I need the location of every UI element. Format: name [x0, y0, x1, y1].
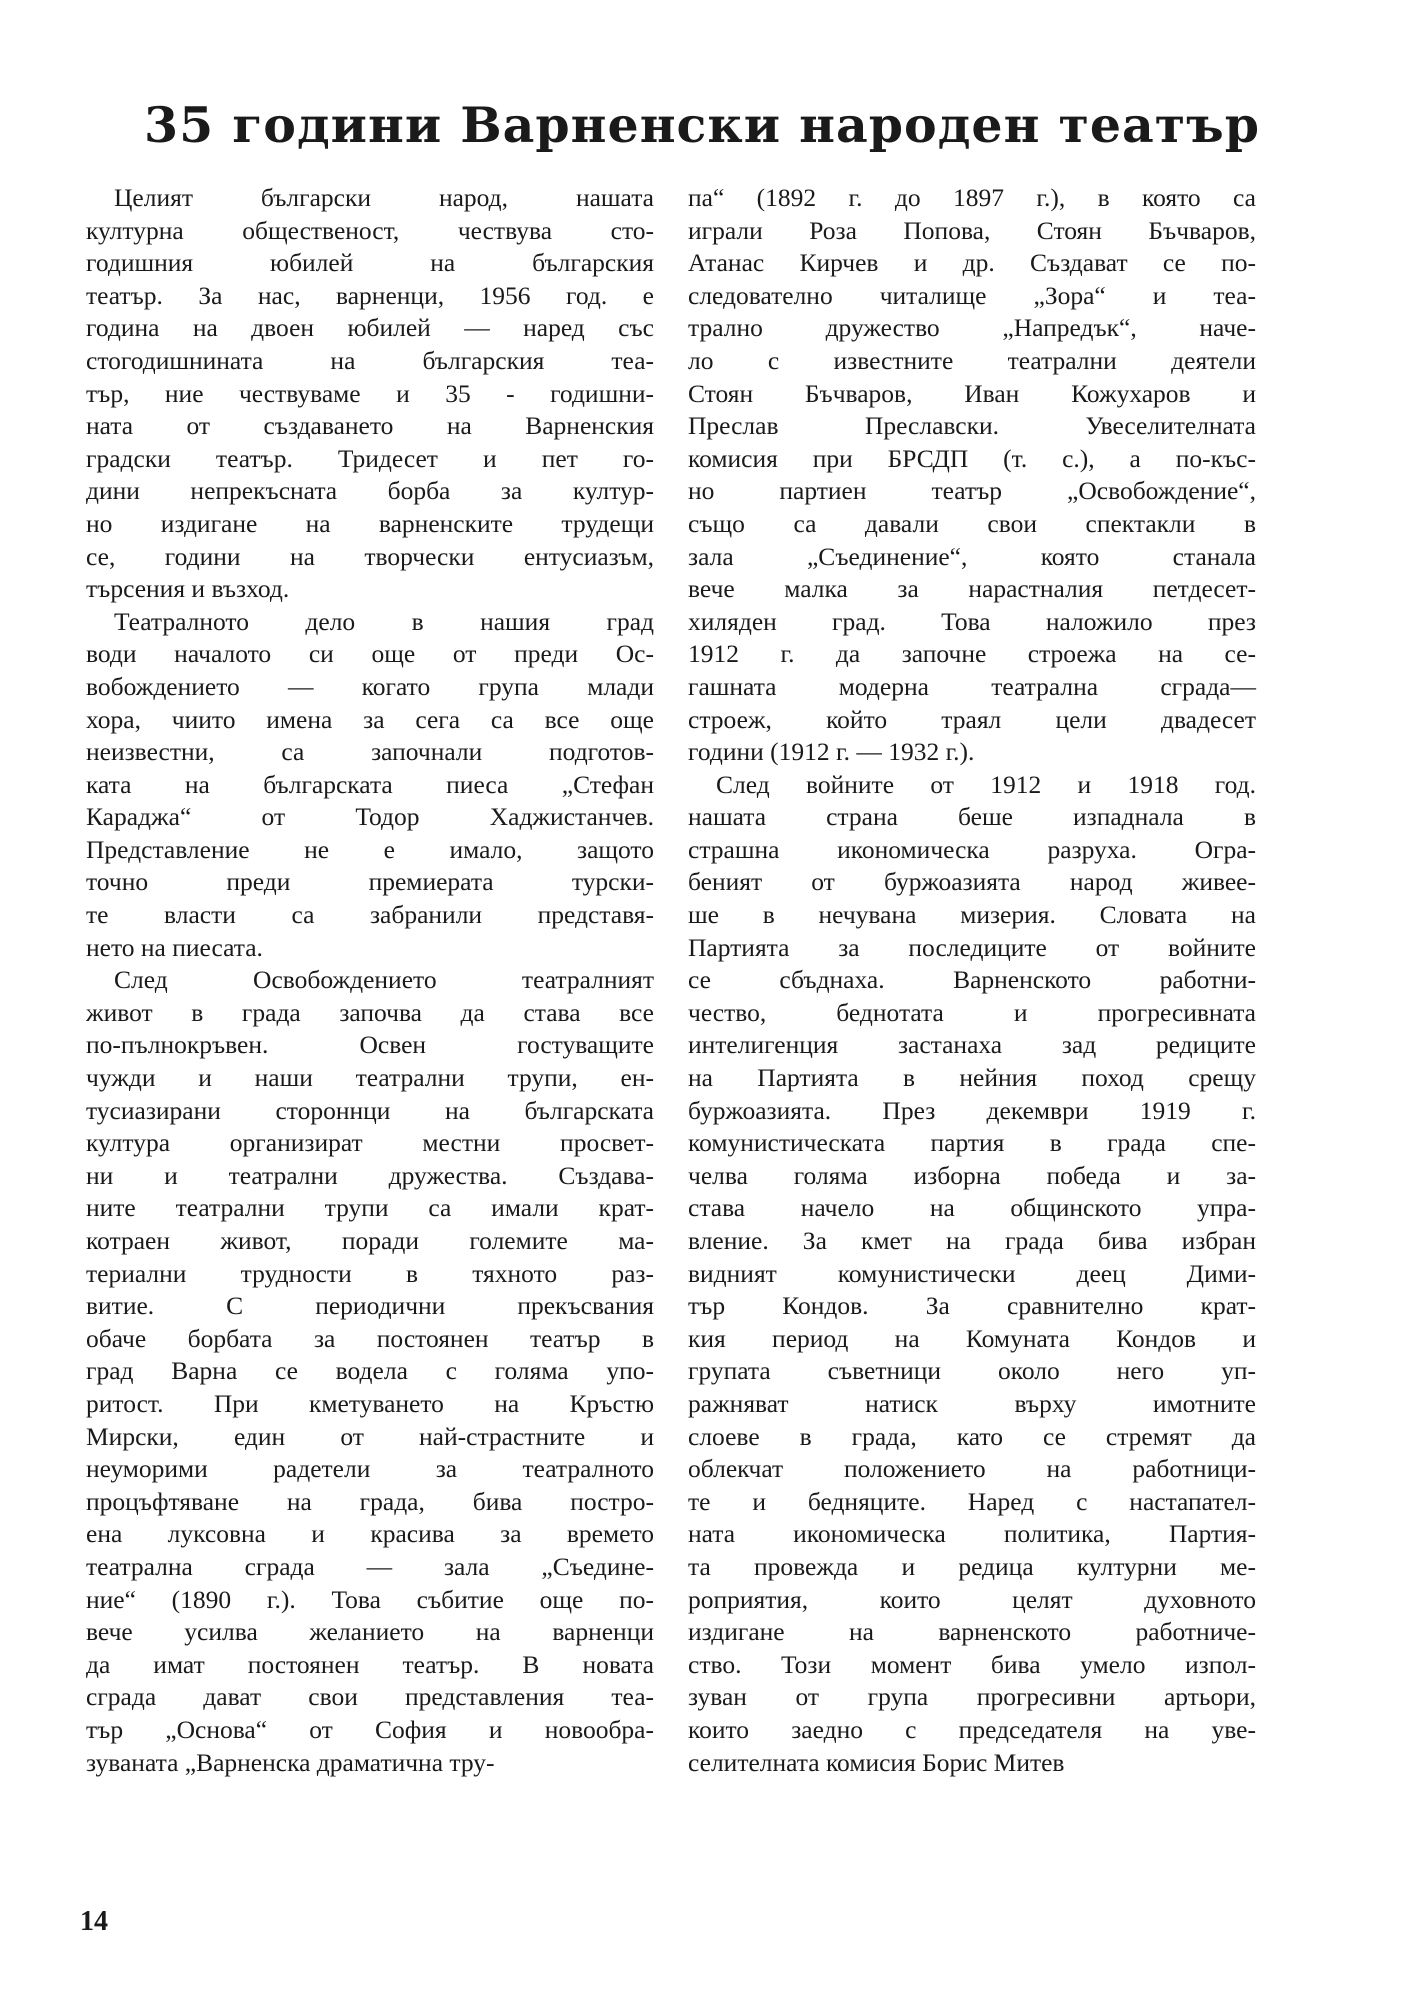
- text-line: ена луксовна и красива за времето: [86, 1519, 654, 1549]
- text-line: групата съветници около него уп-: [688, 1356, 1256, 1386]
- text-line: да имат постоянен театър. В новата: [86, 1649, 654, 1679]
- text-line: търсения и възход.: [86, 574, 290, 604]
- text-line: тър, ние чествуваме и 35 - годишни-: [86, 378, 654, 408]
- text-line: видният комунистически деец Дими-: [688, 1258, 1256, 1288]
- paragraph: [86, 964, 654, 1779]
- text-line: ната от създаването на Варненския: [86, 411, 654, 441]
- text-line: театрална сграда — зала „Съедине-: [86, 1551, 654, 1581]
- text-line: След войните от 1912 и 1918 год.: [716, 769, 1256, 799]
- paragraph: [86, 606, 654, 965]
- text-line: Представление не е имало, защото: [86, 834, 654, 864]
- text-line: годишния юбилей на българския: [86, 248, 654, 278]
- text-line: те власти са забранили представя-: [86, 900, 654, 930]
- text-line: Партията за последиците от войните: [688, 932, 1256, 962]
- text-line: на Партията в нейния поход срещу: [688, 1063, 1256, 1093]
- text-line: зуван от група прогресивни артьори,: [688, 1682, 1256, 1712]
- text-line: нашата страна беше изпаднала в: [688, 802, 1256, 832]
- text-line: културна общественост, чествува сто-: [86, 215, 654, 245]
- text-line: играли Роза Попова, Стоян Бъчваров,: [688, 215, 1256, 245]
- text-line: живот в града започва да става все: [86, 997, 654, 1027]
- text-line: облекчат положението на работници-: [688, 1454, 1256, 1484]
- text-line: чужди и наши театрални трупи, ен-: [86, 1063, 654, 1093]
- text-line: селителната комисия Борис Митев: [688, 1747, 1065, 1777]
- text-line: нето на пиесата.: [86, 932, 263, 962]
- text-line: стогодишнината на българския теа-: [86, 345, 654, 375]
- text-line: роприятия, които целят духовното: [688, 1584, 1256, 1614]
- page-title: 35 години Варненски народен театър: [144, 96, 1260, 154]
- text-line: вече малка за нарастналия петдесет-: [688, 574, 1256, 604]
- paragraph: [86, 182, 654, 606]
- text-line: чество, беднотата и прогресивната: [688, 997, 1256, 1027]
- text-line: зала „Съединение“, която станала: [688, 541, 1256, 571]
- text-line: Стоян Бъчваров, Иван Кожухаров и: [688, 378, 1256, 408]
- text-line: вление. За кмет на града бива избран: [688, 1226, 1256, 1255]
- text-line: гашната модерна театрална сграда—: [688, 671, 1256, 701]
- text-line: които заедно с председателя на уве-: [688, 1714, 1256, 1744]
- text-line: котраен живот, поради големите ма-: [86, 1226, 654, 1255]
- text-line: дини непрекъсната борба за култур-: [86, 476, 654, 506]
- text-line: тър Кондов. За сравнително крат-: [688, 1291, 1256, 1321]
- text-line: слоеве в града, като се стремят да: [688, 1421, 1256, 1451]
- text-line: неизвестни, са започнали подготов-: [86, 737, 654, 767]
- text-line: издигане на варненското работниче-: [688, 1617, 1256, 1647]
- text-line: Целият български народ, нашата: [114, 183, 654, 212]
- text-line: води началото си още от преди Ос-: [86, 639, 654, 669]
- text-line: ше в нечувана мизерия. Словата на: [688, 900, 1256, 930]
- text-line: ритост. При кметуването на Кръстю: [86, 1388, 654, 1418]
- text-line: хора, чиито имена за сега са все още: [86, 704, 654, 734]
- text-line: ло с известните театрални деятели: [688, 345, 1256, 375]
- text-line: ката на българската пиеса „Стефан: [86, 769, 654, 799]
- text-line: ните театрални трупи са имали крат-: [86, 1193, 654, 1223]
- text-line: се сбъднаха. Варненското работни-: [688, 965, 1256, 995]
- text-line: След Освобождението театралният: [114, 965, 654, 995]
- text-line: ство. Този момент бива умело изпол-: [688, 1649, 1256, 1679]
- text-line: териални трудности в тяхното раз-: [86, 1258, 654, 1288]
- text-line: става начело на общинското упра-: [688, 1193, 1256, 1223]
- text-line: комунистическата партия в града спе-: [688, 1128, 1256, 1158]
- text-line: строеж, който траял цели двадесет: [688, 704, 1256, 734]
- text-line: буржоазията. През декември 1919 г.: [688, 1095, 1256, 1125]
- text-line: ражняват натиск върху имотните: [688, 1388, 1256, 1418]
- text-line: Мирски, един от най-страстните и: [86, 1421, 654, 1451]
- text-line: челва голяма изборна победа и за-: [688, 1160, 1256, 1190]
- text-line: се, години на творчески ентусиазъм,: [86, 541, 654, 571]
- text-line: зуваната „Варненска драматична тру-: [86, 1747, 495, 1777]
- text-line: следователно читалище „Зора“ и теа-: [688, 280, 1256, 310]
- text-line: хиляден град. Това наложило през: [688, 606, 1256, 636]
- paragraph: [688, 769, 1256, 1779]
- text-line: Театралното дело в нашия град: [114, 606, 654, 636]
- text-line: тусиазирани стороннци на българската: [86, 1095, 654, 1125]
- text-line: Караджа“ от Тодор Хаджистанчев.: [86, 802, 654, 832]
- paragraph: [688, 182, 1256, 769]
- text-line: процъфтяване на града, бива постро-: [86, 1486, 654, 1516]
- text-line: ната икономическа политика, Партия-: [688, 1519, 1256, 1549]
- text-line: страшна икономическа разруха. Огра-: [688, 834, 1256, 864]
- text-line: кия период на Комуната Кондов и: [688, 1323, 1256, 1353]
- text-line: Преслав Преславски. Увеселителната: [688, 411, 1256, 441]
- text-line: та провежда и редица културни ме-: [688, 1551, 1256, 1581]
- text-line: градски театър. Тридесет и пет го-: [86, 443, 654, 473]
- text-line: също са давали свои спектакли в: [688, 508, 1256, 538]
- text-line: точно преди премиерата турски-: [86, 867, 654, 897]
- text-line: вече усилва желанието на варненци: [86, 1617, 654, 1647]
- text-line: Атанас Кирчев и др. Създават се по-: [688, 248, 1256, 278]
- text-line: интелигенция застанаха зад редиците: [688, 1030, 1256, 1060]
- text-line: комисия при БРСДП (т. с.), а по-къс-: [688, 443, 1256, 473]
- left-column: [86, 182, 654, 1779]
- text-line: вобождението — когато група млади: [86, 671, 654, 701]
- text-line: град Варна се водела с голяма упо-: [86, 1356, 654, 1386]
- text-line: театър. За нас, варненци, 1956 год. е: [86, 280, 654, 310]
- text-line: но издигане на варненските трудещи: [86, 508, 654, 538]
- page-number: 14: [80, 1906, 108, 1937]
- text-line: ни и театрални дружества. Създава-: [86, 1160, 654, 1190]
- text-line: трално дружество „Напредък“, наче-: [688, 313, 1256, 343]
- text-line: неуморими радетели за театралното: [86, 1454, 654, 1484]
- text-line: но партиен театър „Освобождение“,: [688, 476, 1256, 506]
- text-line: култура организират местни просвет-: [86, 1128, 654, 1158]
- text-line: по-пълнокръвен. Освен гостуващите: [86, 1030, 654, 1060]
- text-line: година на двоен юбилей — наред със: [86, 313, 654, 343]
- right-column: [688, 182, 1256, 1779]
- text-line: тър „Основа“ от София и новообра-: [86, 1714, 654, 1744]
- text-line: години (1912 г. — 1932 г.).: [688, 737, 975, 767]
- text-line: сграда дават свои представления теа-: [86, 1682, 654, 1712]
- text-line: те и бедняците. Наред с настапател-: [688, 1486, 1256, 1516]
- text-line: обаче борбата за постоянен театър в: [86, 1323, 654, 1353]
- text-line: па“ (1892 г. до 1897 г.), в която са: [688, 183, 1256, 212]
- text-line: беният от буржоазията народ живее-: [688, 867, 1256, 897]
- text-line: ние“ (1890 г.). Това събитие още по-: [86, 1584, 654, 1614]
- text-line: витие. С периодични прекъсвания: [86, 1291, 654, 1321]
- text-line: 1912 г. да започне строежа на се-: [688, 639, 1256, 669]
